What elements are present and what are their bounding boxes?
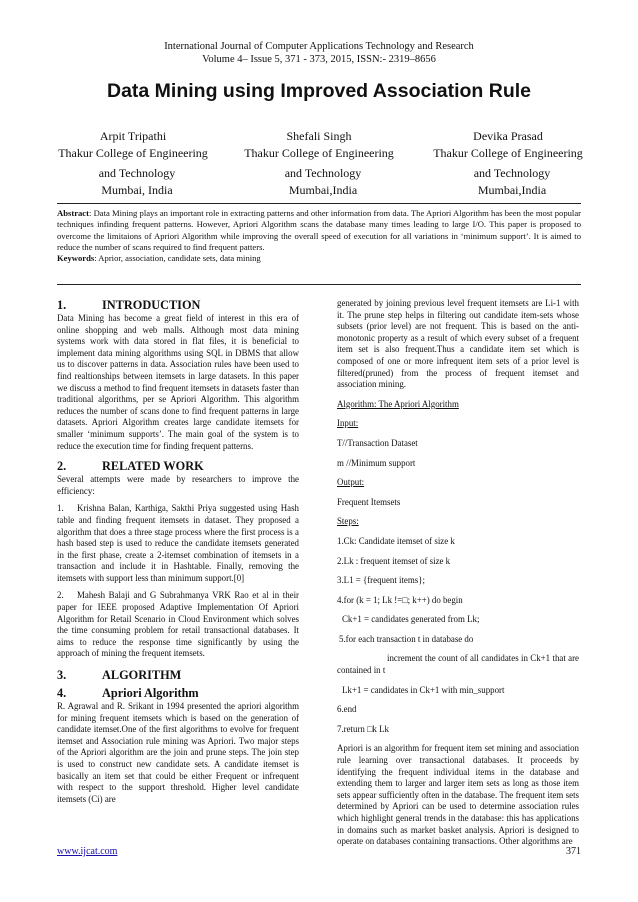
author-city: Mumbai,India [288, 183, 358, 197]
input-line-2: m //Minimum support [337, 457, 416, 468]
output-label: Output: [337, 477, 365, 488]
related-work-item-1: 1. Krishna Balan, Karthiga, Sakthi Priya suggested using Hash table and finding frequent itemsets in dataset. They proposed a algorithm that does a three stage process where the first process is a hash based step is used to reduce the candidate itemsets generated in the first phase, create a 2-itemset combination of itemsets in a transaction and include it in Hashtable. Finally, removing the itemsets with support less than minimum support.[0] [57, 503, 299, 583]
step-line: increment the count of all candidates in Ck+1 that are contained in t [337, 653, 579, 676]
steps-label: Steps: [337, 516, 359, 527]
section-heading-introduction: 1. INTRODUCTION [57, 298, 201, 312]
journal-volume: Volume 4– Issue 5, 371 - 373, 2015, ISSN:- 2319–8656 [202, 54, 436, 65]
author-name: Arpit Tripathi [99, 129, 167, 143]
author-name: Devika Prasad [473, 129, 543, 143]
keywords-text: : Aprior, association, candidate sets, data mining [94, 253, 261, 264]
step-line: 7.return □k Lk [337, 723, 389, 734]
abstract-top-rule [57, 203, 581, 204]
step-line: Ck+1 = candidates generated from Lk; [342, 614, 480, 625]
apriori-description: Apriori is an algorithm for frequent item set mining and association rule learning over transactional databases. It proceeds by identifying the frequent individual items in the database and extending them to larger and larger item sets as long as those item sets appear sufficiently often in the database. The frequent item sets determined by Apriori can be used to determine association rules which highlight general trends in the database: this has applications in domains such as market basket analysis. Apriori is designed to operate on databases containing transactions. Other algorithms are [337, 743, 579, 847]
step-line: 2.Lk : frequent itemset of size k [337, 555, 451, 566]
abstract-bottom-rule [57, 284, 581, 285]
section-heading-related-work: 2. RELATED WORK [57, 459, 204, 474]
abstract-block [57, 208, 581, 264]
abstract-text: : Data Mining plays an important role in extracting patterns and other information from data. The Apriori Algorithm has been the most popular techniques infinding frequent patterns. However, Apriori Algorithm scans the database many times leading to large I/O. This paper is proposed to overcome the limitaions of Apriori Algorithm while improving the overall speed of execution for all variations in ‘minimum support’. It is aimed to reduce the number of scans required to find frequent patters. [57, 208, 581, 252]
author-org-cont: and Technology [284, 166, 362, 180]
journal-header [0, 40, 638, 66]
input-line-1: T//Transaction Dataset [337, 437, 418, 448]
section-heading-algorithm: 3. ALGORITHM [57, 668, 182, 683]
abstract-label: Abstract [57, 208, 89, 218]
step-line: Lk+1 = candidates in Ck+1 with min_support [342, 684, 505, 695]
step-line: 3.L1 = {frequent items}; [337, 575, 425, 586]
output-line-1: Frequent Itemsets [337, 496, 401, 507]
author-block-2 [244, 128, 394, 199]
page-number: 371 [566, 846, 581, 857]
author-block-1 [58, 128, 208, 199]
step-line: 4.for (k = 1; Lk !=□; k++) do begin [337, 594, 463, 605]
author-block-3 [433, 128, 583, 199]
author-org: Thakur College of Engineering [58, 146, 208, 160]
related-work-item-2: 2. Mahesh Balaji and G Subrahmanya VRK Rao et al in their paper for IEEE proposed Adaptive Implementation Of Apriori Algorithm for Retail Scenario in Cloud Environment which solves the time consuming problem for retail transactional databases. It aims to reduce the response time significantly by using the approach of mining the frequent itemsets. [57, 590, 299, 659]
keywords-label: Keywords [57, 253, 95, 264]
left-column [57, 298, 299, 805]
author-org: Thakur College of Engineering [244, 146, 394, 160]
algorithm-heading: Algorithm: The Apriori Algorithm [337, 398, 459, 409]
step-line: 6.end [337, 704, 357, 715]
apriori-continued-text: generated by joining previous level frequent itemsets are Li-1 with it. The prune step helps in filtering out candidate item-sets whose subsets (prior level) are not frequent. This is based on the anti-monotonic property as a result of which every subset of a frequent item set is also frequent.Thus a candidate item set which is composed of one or more infrequent item sets of a prior level is filtered(pruned) from the process of frequent itemset and association mining. [337, 298, 579, 390]
step-line: 1.Ck: Candidate itemset of size k [337, 535, 455, 546]
paper-title: Data Mining using Improved Association Rule [107, 80, 531, 102]
journal-url-link[interactable]: www.ijcat.com [57, 846, 118, 857]
introduction-text: Data Mining has become a great field of interest in this era of online shopping and web malls. Although most data mining systems work with data stored in flat files, it is beneficial to implement data mining algorithms using SQL in DBMS that allow us to discover patterns in data. Association rules have been used to find realtionships between itemsets in large datasets. In this paper we discuss a method to find frequent itemsets in datasets faster than traditional algorithms, per se Apriori Algorithm. This algorithm reduces the number of scans done to find frequent patterns in large datasets. Apriori Algorithm creates large candidate itemsets for smaller ‘minimum supports’. The main goal of the system is to reduce the execution time for finding frequent patterns. [57, 313, 299, 451]
author-city: Mumbai, India [101, 183, 173, 197]
author-org: Thakur College of Engineering [433, 146, 583, 160]
author-org-cont: and Technology [98, 166, 176, 180]
step-line: 5.for each transaction t in database do [339, 633, 474, 644]
related-work-intro: Several attempts were made by researchers to improve the efficiency: [57, 474, 299, 496]
page-footer [57, 846, 581, 857]
author-org-cont: and Technology [473, 166, 551, 180]
section-heading-apriori: 4. Apriori Algorithm [57, 686, 199, 701]
right-column [337, 298, 579, 856]
author-city: Mumbai,India [477, 183, 547, 197]
apriori-text: R. Agrawal and R. Srikant in 1994 presented the apriori algorithm for mining frequent itemsets which is based on the generation of candidate itemset.One of the first algorithms to evolve for frequent itemset and Association rule mining was Apriori. Two major steps of the Apriori algorithm are the join and prune steps. The join step is used to construct new candidate sets. A candidate itemset is basically an item set that could be either Frequent or infrequent with respect to the support threshold. Higher level candidate itemsets (Ci) are [57, 701, 299, 804]
input-label: Input: [337, 418, 359, 429]
journal-name: International Journal of Computer Applications Technology and Research [164, 41, 474, 52]
author-name: Shefali Singh [286, 129, 352, 143]
